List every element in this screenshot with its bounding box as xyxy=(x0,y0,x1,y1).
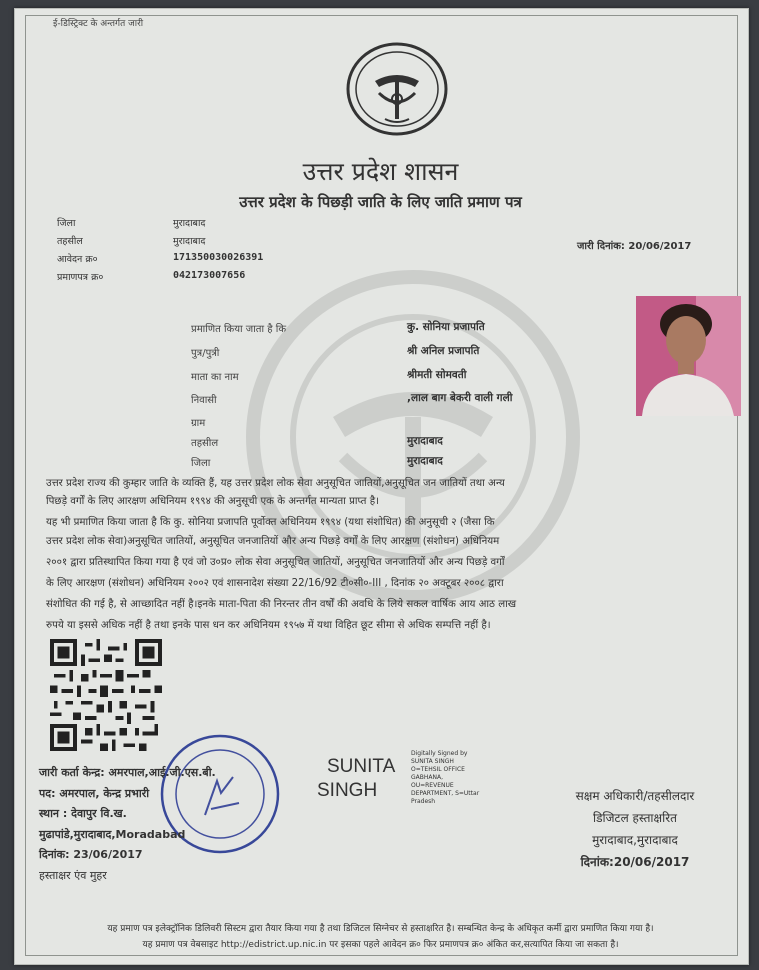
digital-signature-name-line2: SINGH xyxy=(317,780,378,801)
digital-signature-detail: DEPARTMENT, S=Uttar xyxy=(411,790,480,797)
field-label-tehsil: तहसील xyxy=(191,438,219,449)
body-line: २००१ द्वारा प्रतिस्थापित किया गया है एवं जो उ०प्र० लोक सेवा अनुसूचित जातियों, अनुसूचित जनजातियों और अन्य पिछड़े वर्गों xyxy=(46,557,505,568)
authority-title: सक्षम अधिकारी/तहसीलदार xyxy=(575,789,695,803)
issuer-place: स्थान : देवापुर वि.ख. xyxy=(39,807,127,820)
digital-signature-detail: GABHANA, xyxy=(411,774,443,781)
field-label-district: जिला xyxy=(191,458,211,469)
body-line: रुपये या इससे अधिक नहीं है तथा इनके पास धन कर अधिनियम १९५७ में यथा विहित छूट सीमा से अधिक सम्पत्ति नहीं है। xyxy=(46,620,491,631)
authority-place: मुरादाबाद,मुरादाबाद xyxy=(592,833,678,847)
body-line: पिछड़े वर्गों के लिए आरक्षण अधिनियम १९९४ की अनुसूची एक के अन्तर्गत मान्यता प्राप्त है। xyxy=(46,496,379,507)
certificate-title: उत्तर प्रदेश शासन xyxy=(302,157,459,186)
field-value-name: कु. सोनिया प्रजापति xyxy=(407,321,485,333)
meta-value-district: मुरादाबाद xyxy=(173,218,206,229)
certificate-page xyxy=(14,8,749,965)
meta-value-application-no: 171350030026391 xyxy=(173,252,264,263)
body-line: यह भी प्रमाणित किया जाता है कि कु. सोनिया प्रजापति पूर्वोक्त अधिनियम १९९४ (यथा संशोधित) की अनुसूची २ (जैसा कि xyxy=(46,517,495,528)
field-value-district: मुरादाबाद xyxy=(407,455,443,467)
field-label-mother: माता का नाम xyxy=(191,372,239,383)
footer-note-1: यह प्रमाण पत्र इलेक्ट्रॉनिक डिलिवरी सिस्टम द्वारा तैयार किया गया है तथा डिजिटल सिग्नेचर से हस्ताक्षरित है। सम्बन्धित केन्द्र के अधिकृत कर्मी द्वारा प्रमाणित किया गया है। xyxy=(107,924,654,934)
digital-signature-detail: Digitally Signed by xyxy=(411,750,468,757)
body-line: उत्तर प्रदेश लोक सेवा)अनुसूचित जातियों, अनुसूचित जनजातियों और अन्य पिछड़े वर्गों के लिए आरक्षण (संशोधन) अधिनियम xyxy=(46,536,500,547)
meta-value-tehsil: मुरादाबाद xyxy=(173,236,206,247)
digital-signature-detail: SUNITA SINGH xyxy=(411,758,454,765)
field-value-address: ,लाल बाग बेकरी वाली गली xyxy=(407,392,513,404)
meta-label-application-no: आवेदन क्र० xyxy=(57,254,98,265)
body-line: उत्तर प्रदेश राज्य की कुम्हार जाति के व्यक्ति हैं, यह उत्तर प्रदेश लोक सेवा अनुसूचित जातियों,अनुसूचित जन जातियों तथा अन्य xyxy=(46,478,505,489)
digital-signature-name-line1: SUNITA xyxy=(327,756,396,777)
authority-digital-signed: डिजिटल हस्ताक्षरित xyxy=(593,811,677,825)
applicant-photo-image xyxy=(636,296,741,416)
qr-code xyxy=(49,639,163,751)
meta-label-district: जिला xyxy=(57,218,76,229)
certificate-subtitle: उत्तर प्रदेश के पिछड़ी जाति के लिए जाति प्रमाण पत्र xyxy=(239,193,522,211)
body-line: के लिए आरक्षण (संशोधन) अधिनियम २००२ एवं शासनादेश संख्या 22/16/92 टी०सी०-III , दिनांक २० अक्टूबर २००८ द्वारा xyxy=(46,578,504,589)
footer-note-2: यह प्रमाण पत्र वेबसाइट http://edistrict.up.nic.in पर इसका पहले आवेदन क्र० फिर प्रमाणपत्र क्र० अंकित कर,सत्यापित किया जा सकता है। xyxy=(142,940,619,950)
authority-date: दिनांक:20/06/2017 xyxy=(580,855,690,869)
field-label-village: ग्राम xyxy=(191,418,206,429)
field-value-father: श्री अनिल प्रजापति xyxy=(407,345,480,357)
field-label-parent: पुत्र/पुत्री xyxy=(191,348,220,359)
issuer-signature-label: हस्ताक्षर एंव मुहर xyxy=(39,869,107,882)
meta-label-tehsil: तहसील xyxy=(57,236,83,247)
field-label-resident: निवासी xyxy=(191,395,217,406)
digital-signature-detail: Pradesh xyxy=(411,798,436,805)
field-label-certified: प्रमाणित किया जाता है कि xyxy=(191,324,287,335)
header-note: ई-डिस्ट्रिक्ट के अन्तर्गत जारी xyxy=(53,19,144,29)
meta-label-certificate-no: प्रमाणपत्र क्र० xyxy=(57,272,104,283)
applicant-photo xyxy=(636,296,741,416)
field-value-tehsil: मुरादाबाद xyxy=(407,435,443,447)
field-value-mother: श्रीमती सोमवती xyxy=(407,369,467,381)
issuer-date: दिनांक: 23/06/2017 xyxy=(39,848,143,861)
body-line: संशोधित की गई है, से आच्छादित नहीं है।इनके माता-पिता की निरन्तर तीन वर्षों की अवधि के लिये सकल वार्षिक आय आठ लाख xyxy=(46,599,517,610)
digital-signature-detail: O=TEHSIL OFFICE xyxy=(411,766,465,773)
up-emblem-icon xyxy=(345,41,449,137)
issuer-center: जारी कर्ता केन्द्र: अमरपाल,आई.जी.एस.बी. xyxy=(39,766,216,779)
issuer-address: मुढापांडे,मुरादाबाद,Moradabad xyxy=(39,828,186,841)
issuer-post: पद: अमरपाल, केन्द्र प्रभारी xyxy=(39,787,150,800)
digital-signature-detail: OU=REVENUE xyxy=(411,782,454,789)
meta-value-certificate-no: 042173007656 xyxy=(173,270,246,281)
issue-date: जारी दिनांक: 20/06/2017 xyxy=(577,241,692,252)
